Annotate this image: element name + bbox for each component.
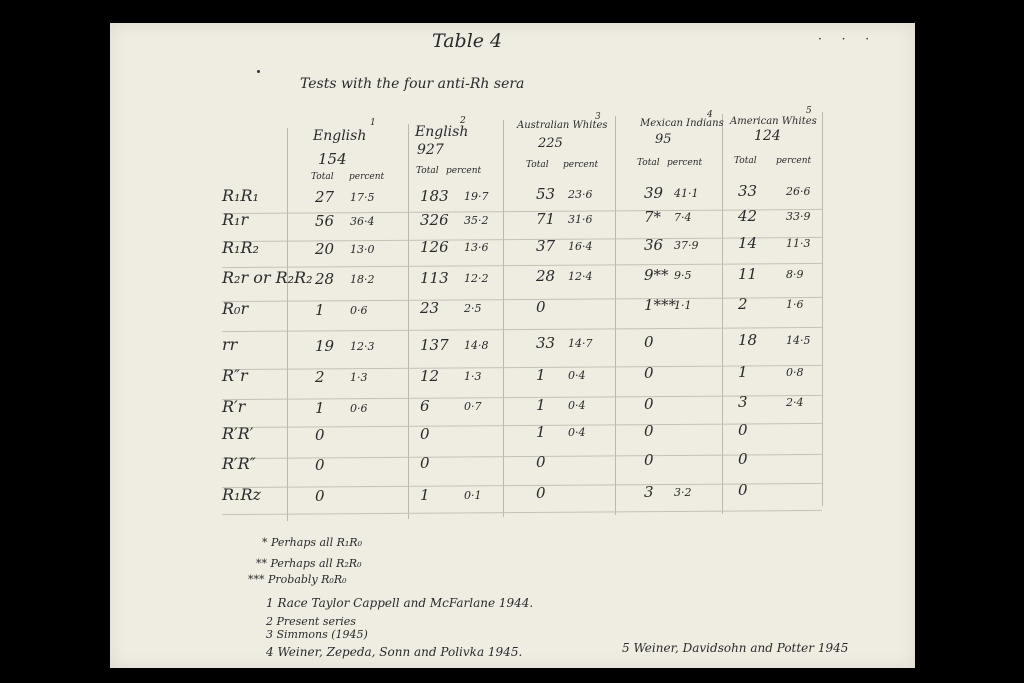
cell-percent: 31·6 [568, 212, 593, 226]
cell-percent: 35·2 [464, 214, 489, 227]
row-label: R₀r [222, 298, 249, 318]
cell-total: 0 [420, 424, 430, 443]
row-label: R″r [222, 366, 248, 386]
column-header-american-whites: American Whites [730, 116, 817, 127]
footnote-ref: 1 [370, 118, 376, 128]
cell-percent: 23·6 [568, 188, 593, 202]
cell-total: 28 [315, 270, 335, 289]
row-label: R′r [222, 396, 246, 416]
table-title: Table 4 [432, 30, 503, 52]
cell-total: 28 [536, 267, 556, 286]
cell-total: 1 [315, 300, 325, 319]
cell-percent: 14·8 [464, 338, 489, 352]
column-header-mexican-indians: Mexican Indians [640, 118, 724, 129]
cell-percent: 2·4 [786, 396, 804, 410]
cell-total: 1 [420, 485, 430, 504]
column-header-australian-whites: Australian Whites [517, 120, 608, 131]
cell-total: 0 [738, 481, 748, 500]
column-header-english-1: English [313, 128, 367, 144]
cell-total: 3 [738, 393, 748, 412]
column-header-english-2: English [415, 124, 469, 140]
cell-total: 0 [738, 420, 748, 439]
cell-percent: 37·9 [674, 238, 699, 252]
cell-percent: 0·4 [568, 426, 586, 440]
cell-total: 183 [420, 186, 449, 205]
cell-percent: 12·3 [350, 340, 375, 353]
total-label: Total [416, 166, 439, 176]
cell-total: 27 [315, 188, 335, 206]
cell-total: 1 [315, 398, 325, 417]
cell-total: 0 [644, 422, 654, 440]
footnote-ref: 4 [707, 110, 713, 120]
row-label: R₂r or R₂R₂ [222, 268, 313, 288]
cell-percent: 11·3 [786, 237, 811, 251]
cell-total: 326 [420, 211, 449, 229]
cell-total: 42 [738, 206, 758, 225]
cell-total: 0 [738, 450, 748, 468]
cell-total: 3 [644, 482, 654, 501]
cell-total: 12 [420, 367, 440, 385]
column-divider [408, 124, 409, 519]
cell-percent: 14·5 [786, 334, 811, 348]
cell-percent: 17·5 [350, 191, 375, 204]
cell-percent: 1·1 [674, 299, 692, 313]
column-divider [822, 112, 823, 506]
footnote-star-1: * Perhaps all R₁R₀ [262, 536, 362, 549]
cell-percent: 1·6 [786, 298, 804, 311]
cell-percent: 26·6 [786, 185, 811, 199]
cell-total: 36 [644, 235, 664, 254]
total-label: Total [311, 172, 334, 182]
footnote-star-3: *** Probably R₀R₀ [248, 573, 347, 586]
cell-total: 2 [738, 295, 748, 313]
cell-total: 11 [738, 264, 758, 283]
percent-label: percent [446, 166, 482, 176]
footnote-ref-4: 4 Weiner, Zepeda, Sonn and Polivka 1945. [266, 645, 523, 659]
percent-label: percent [776, 156, 812, 166]
cell-total: 126 [420, 238, 449, 257]
cell-total: 6 [420, 397, 430, 416]
cell-total: 53 [536, 185, 556, 204]
cell-total: 0 [644, 451, 654, 470]
total-label: Total [526, 160, 549, 170]
row-label: R′R′ [222, 424, 254, 444]
cell-total: 0 [536, 297, 546, 316]
corner-marks: · · · [818, 32, 878, 46]
cell-total: 9** [644, 266, 669, 284]
cell-percent: 16·4 [568, 240, 593, 253]
cell-total: 71 [536, 209, 556, 228]
sample-size: 927 [417, 142, 444, 158]
cell-percent: 33·9 [786, 209, 811, 223]
cell-total: 1 [536, 423, 546, 442]
cell-total: 1*** [644, 296, 677, 315]
cell-percent: 0·6 [350, 401, 368, 415]
footnote-ref: 3 [595, 112, 601, 122]
cell-total: 137 [420, 335, 449, 354]
cell-total: 2 [315, 368, 325, 387]
row-label: R₁r [222, 210, 249, 230]
footnote-star-2: ** Perhaps all R₂R₀ [256, 557, 362, 570]
cell-percent: 0·4 [568, 399, 586, 412]
cell-total: 19 [315, 337, 335, 355]
cell-percent: 0·1 [464, 488, 482, 502]
ink-dot [257, 70, 260, 73]
percent-label: percent [667, 158, 703, 168]
cell-percent: 2·5 [464, 302, 482, 316]
cell-total: 14 [738, 234, 758, 253]
sample-size: 225 [538, 136, 563, 151]
cell-percent: 0·8 [786, 365, 804, 379]
cell-total: 20 [315, 239, 335, 258]
column-divider [287, 128, 288, 521]
cell-total: 1 [738, 362, 748, 381]
cell-total: 56 [315, 212, 335, 231]
percent-label: percent [349, 172, 385, 182]
cell-total: 23 [420, 299, 440, 318]
footnote-ref: 5 [806, 106, 812, 116]
cell-percent: 0·7 [464, 400, 482, 414]
cell-percent: 12·4 [568, 270, 593, 284]
cell-percent: 1·3 [350, 371, 368, 385]
cell-percent: 19·7 [464, 189, 489, 203]
cell-total: 37 [536, 237, 556, 255]
cell-total: 0 [315, 455, 325, 474]
percent-label: percent [563, 160, 599, 170]
cell-percent: 14·7 [568, 337, 593, 351]
cell-total: 0 [536, 452, 546, 471]
cell-percent: 41·1 [674, 186, 699, 200]
cell-percent: 18·2 [350, 273, 375, 287]
cell-total: 1 [536, 396, 546, 414]
total-label: Total [637, 158, 660, 168]
cell-percent: 8·9 [786, 267, 804, 281]
row-label: R₁Rz [222, 485, 261, 504]
row-label: rr [222, 335, 238, 354]
cell-total: 0 [644, 332, 654, 351]
cell-percent: 13·0 [350, 242, 375, 256]
sample-size: 95 [655, 132, 672, 147]
cell-percent: 13·6 [464, 241, 489, 255]
footnote-ref: 2 [460, 116, 466, 126]
cell-percent: 7·4 [674, 211, 692, 225]
total-label: Total [734, 156, 757, 166]
cell-total: 7* [644, 208, 662, 227]
cell-total: 39 [644, 183, 664, 202]
cell-total: 0 [315, 487, 325, 505]
cell-percent: 0·6 [350, 303, 368, 317]
cell-percent: 9·5 [674, 269, 692, 282]
footnote-ref-1: 1 Race Taylor Cappell and McFarlane 1944. [266, 596, 534, 610]
row-label: R′R″ [222, 453, 256, 473]
row-label: R₁R₁ [222, 186, 259, 205]
footnote-ref-2: 2 Present series [266, 615, 356, 628]
column-divider [503, 120, 504, 517]
cell-total: 1 [536, 365, 546, 384]
sample-size: 124 [754, 128, 781, 144]
cell-total: 0 [315, 426, 325, 445]
footnote-ref-5: 5 Weiner, Davidsohn and Potter 1945 [622, 641, 849, 655]
row-label: R₁R₂ [222, 237, 259, 257]
cell-total: 0 [644, 394, 654, 413]
sample-size: 154 [318, 150, 347, 168]
footnote-ref-3: 3 Simmons (1945) [266, 628, 368, 641]
cell-total: 113 [420, 268, 449, 287]
cell-total: 0 [420, 454, 430, 473]
cell-percent: 12·2 [464, 271, 489, 285]
cell-total: 33 [536, 334, 556, 353]
cell-percent: 0·4 [568, 368, 586, 382]
cell-percent: 1·3 [464, 370, 482, 383]
cell-total: 0 [644, 364, 654, 383]
cell-percent: 3·2 [674, 485, 692, 499]
cell-total: 18 [738, 331, 758, 350]
cell-total: 0 [536, 484, 546, 503]
cell-total: 33 [738, 182, 758, 201]
table-subtitle: Tests with the four anti-Rh sera [300, 76, 525, 92]
cell-percent: 36·4 [350, 215, 375, 229]
